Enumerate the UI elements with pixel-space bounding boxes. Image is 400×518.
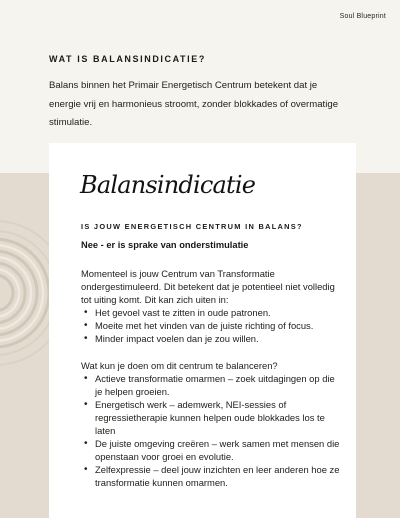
list-item: • Het gevoel vast te zitten in oude patronen. bbox=[95, 306, 341, 319]
intro-heading: WAT IS BALANSINDICATIE? bbox=[49, 54, 206, 64]
list-item: • Actieve transformatie omarmen – zoek uitdagingen op die je helpen groeien. bbox=[95, 372, 341, 398]
symptoms-list bbox=[81, 306, 341, 345]
actions-list bbox=[81, 372, 341, 489]
paragraph-intro: Momenteel is jouw Centrum van Transformatie ondergestimuleerd. Dit betekent dat je potentieel niet volledig tot uiting komt. Dit kan zich uiten in: bbox=[81, 268, 335, 305]
card-title: Balansindicatie bbox=[80, 171, 256, 199]
card-subtitle: IS JOUW ENERGETISCH CENTRUM IN BALANS? bbox=[81, 222, 303, 231]
list-item: • Energetisch werk – ademwerk, NEI-sessies of regressietherapie kunnen helpen oude blokkades los te laten bbox=[95, 398, 341, 437]
intro-text: Balans binnen het Primair Energetisch Centrum betekent dat je energie vrij en harmonieus stroomt, zonder blokkades of overmatige stimulatie. bbox=[49, 80, 339, 128]
list-item: • Moeite met het vinden van de juiste richting of focus. bbox=[95, 319, 341, 332]
actions-section bbox=[81, 359, 341, 489]
list-item: • De juiste omgeving creëren – werk samen met mensen die openstaan voor groei en evolutie. bbox=[95, 437, 341, 463]
brand-name: Soul Blueprint bbox=[339, 13, 386, 20]
list-item: • Minder impact voelen dan je zou willen. bbox=[95, 332, 341, 345]
balance-status: Nee - er is sprake van onderstimulatie bbox=[81, 240, 249, 250]
balance-card bbox=[49, 143, 356, 518]
symptoms-section bbox=[81, 267, 341, 345]
list-item: • Zelfexpressie – deel jouw inzichten en leer anderen hoe ze transformatie kunnen omarmen. bbox=[95, 463, 341, 489]
paragraph-question: Wat kun je doen om dit centrum te balanceren? bbox=[81, 360, 278, 371]
